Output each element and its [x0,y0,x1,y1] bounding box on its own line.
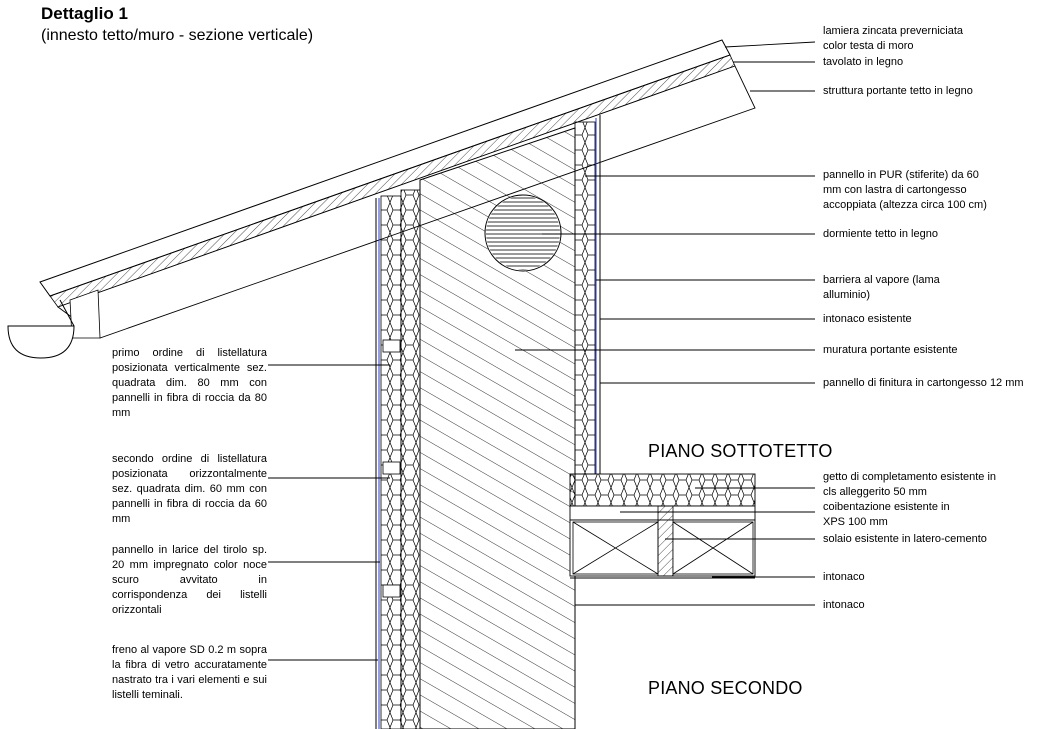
label-intonaco-2: intonaco [823,599,865,611]
label-muratura: muratura portante esistente [823,344,958,356]
zone-piano-secondo: PIANO SECONDO [648,678,803,698]
label-tavolato: tavolato in legno [823,56,904,68]
label-cartongesso: pannello di finitura in cartongesso 12 mm [823,377,1024,389]
drawing-subtitle: (innesto tetto/muro - sezione verticale) [41,27,314,44]
label-dormiente: dormiente tetto in legno [823,228,938,240]
label-secondo-ordine: secondo ordine di listellatura posizionata orizzontalmente sez. quadrata dim. 60 mm con pannelli in fibra di roccia da 60 mm [112,453,267,525]
drawing-title: Dettaglio 1 [41,4,128,23]
label-solaio: solaio esistente in latero-cemento [823,533,987,545]
label-lamiera: lamiera zincata preverniciata color testa di moro [823,25,964,52]
external-insulation [376,190,420,729]
label-intonaco-esistente: intonaco esistente [823,313,912,325]
label-larice: pannello in larice del tirolo sp. 20 mm impregnato color noce scuro avvitato in corrispondenza dei listelli orizzontali [112,544,267,616]
zone-piano-sottotetto: PIANO SOTTOTETTO [648,441,833,461]
label-struttura-tetto: struttura portante tetto in legno [823,85,973,97]
label-intonaco-1: intonaco [823,571,865,583]
left-leader-lines [268,365,390,660]
label-pannello-pur: pannello in PUR (stiferite) da 60 mm con lastra di cartongesso accoppiata (altezza circa 100 cm) [823,169,987,211]
label-barriera-vapore: barriera al vapore (lama alluminio) [823,274,940,301]
masonry-wall [420,128,575,729]
label-getto: getto di completamento esistente in cls alleggerito 50 mm [823,471,997,498]
internal-insulation [575,115,600,474]
label-primo-ordine: primo ordine di listellatura posizionata verticalmente sez. quadrata dim. 80 mm con pannelli in fibra di roccia da 80 mm [112,347,267,419]
label-freno-vapore: freno al vapore SD 0.2 m sopra la fibra di vetro accuratamente nastrato tra i vari elementi e sui listelli teminali. [112,644,267,701]
label-coibentazione: coibentazione esistente in XPS 100 mm [823,501,950,528]
